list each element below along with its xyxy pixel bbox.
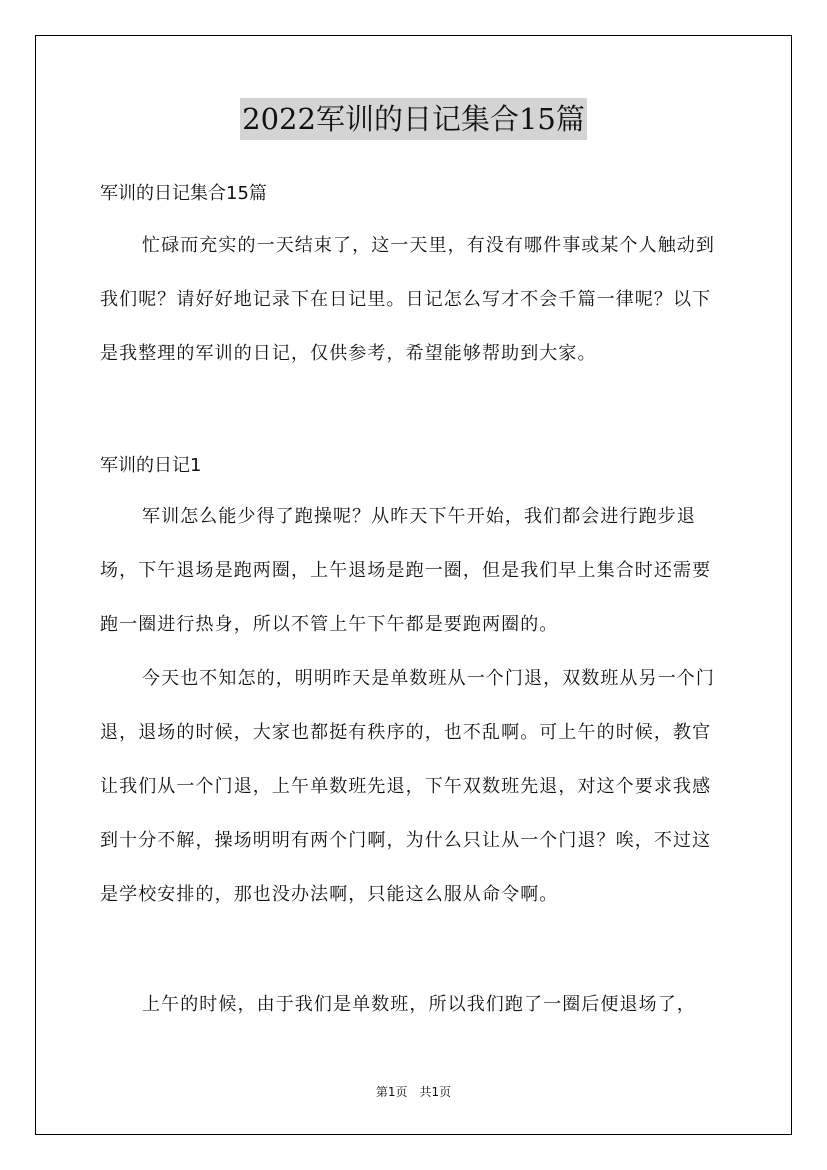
body-paragraph-1: 军训怎么能少得了跑操呢？从昨天下午开始，我们都会进行跑步退场，下午退场是跑两圈，上午退场是跑一圈，但是我们早上集合时还需要跑一圈进行热身，所以不管上午下午都是要跑两圈的。 [100, 506, 712, 635]
body-paragraph-2: 今天也不知怎的，明明昨天是单数班从一个门退，双数班从另一个门退，退场的时候，大家也都挺有秩序的，也不乱啊。可上午的时候，教官让我们从一个门退，上午单数班先退，下午双数班先退，对这个要求我感到十分不解，操场明明有两个门啊，为什么只让从一个门退？唉，不过这是学校安排的，那也没办法啊，只能这么服从命令啊。 [100, 668, 715, 905]
document-subtitle: 军训的日记集合15篇 [100, 183, 267, 204]
body-paragraph-3: 上午的时候，由于我们是单数班，所以我们跑了一圈后便退场了， [142, 994, 696, 1015]
page-footer: 第1页 共1页 [375, 1085, 452, 1099]
document-title: 2022军训的日记集合15篇 [240, 98, 587, 140]
section-heading: 军训的日记1 [100, 455, 202, 476]
document-title-wrap [0, 98, 827, 140]
intro-paragraph: 忙碌而充实的一天结束了，这一天里，有没有哪件事或某个人触动到我们呢？请好好地记录下在日记里。日记怎么写才不会千篇一律呢？以下是我整理的军训的日记，仅供参考，希望能够帮助到大家。 [100, 235, 715, 364]
